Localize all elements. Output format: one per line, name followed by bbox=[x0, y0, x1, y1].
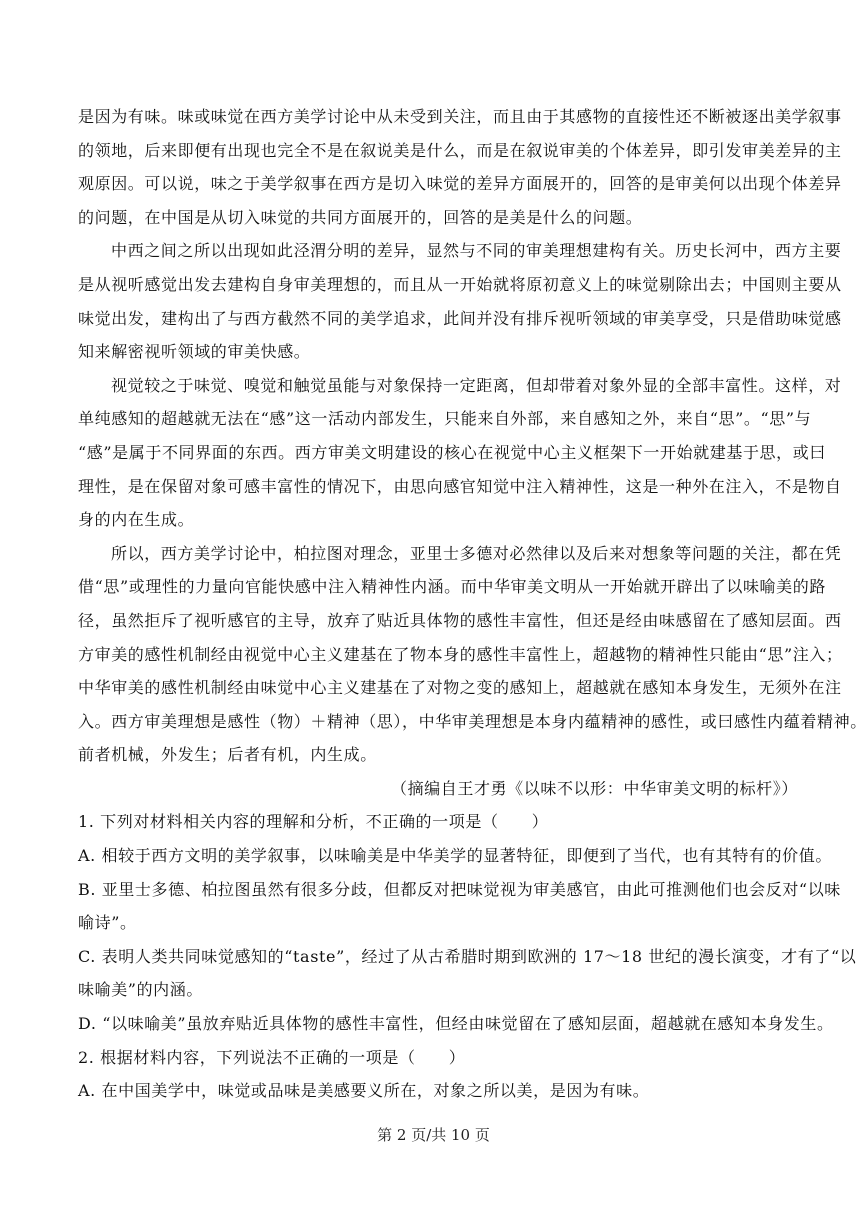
option-1a bbox=[78, 839, 832, 873]
text-line: 味觉出发，建构出了与西方截然不同的美学追求，此间并没有排斥视听领域的审美享受，只是借助味觉感 bbox=[78, 308, 842, 328]
text-line: 中华审美的感性机制经由味觉中心主义建基在了对物之变的感知上，超越就在感知本身发生，无须外在注 bbox=[78, 678, 842, 698]
option-text: 味喻美”的内涵。 bbox=[78, 980, 203, 1000]
text-line: 所以，西方美学讨论中，柏拉图对理念，亚里士多德对必然律以及后来对想象等问题的关注，都在凭 bbox=[111, 543, 842, 563]
text-line: 单纯感知的超越就无法在“感”这一活动内部发生，只能来自外部，来自感知之外，来自“思”。“思”与 bbox=[78, 409, 812, 429]
option-text: A. 在中国美学中，味觉或品味是美感要义所在，对象之所以美，是因为有味。 bbox=[78, 1081, 650, 1101]
text-line: 是从视听感觉出发去建构自身审美理想的，而且从一开始就将原初意义上的味觉剔除出去；中国则主要从 bbox=[78, 274, 842, 294]
paragraph-1 bbox=[78, 100, 842, 234]
text-line: 知来解密视听领域的审美快感。 bbox=[78, 342, 311, 362]
question-stem: 2. 根据材料内容，下列说法不正确的一项是（ ） bbox=[78, 1047, 466, 1067]
text-line: 观原因。可以说，味之于美学叙事在西方是切入味觉的差异方面展开的，回答的是审美何以出现个体差异 bbox=[78, 174, 842, 194]
option-1b bbox=[78, 873, 841, 940]
paragraph-2 bbox=[78, 234, 842, 368]
option-text: A. 相较于西方文明的美学叙事，以味喻美是中华美学的显著特征，即便到了当代，也有其特有的价值。 bbox=[78, 846, 832, 866]
paragraph-3 bbox=[78, 369, 842, 537]
option-text: 喻诗”。 bbox=[78, 913, 137, 933]
text-line: 径，虽然拒斥了视听感官的主导，放弃了贴近具体物的感性丰富性，但还是经由味感留在了感知层面。西 bbox=[78, 610, 842, 630]
option-1d bbox=[78, 1007, 834, 1041]
question-1 bbox=[78, 805, 798, 839]
page-number: 第 2 页/共 10 页 bbox=[377, 1126, 490, 1144]
text-line: “感”是属于不同界面的东西。西方审美文明建设的核心在视觉中心主义框架下一开始就建基于思，或曰 bbox=[78, 442, 826, 462]
text-line: 前者机械，外发生；后者有机，内生成。 bbox=[78, 745, 377, 765]
text-line: 方审美的感性机制经由视觉中心主义建基在了物本身的感性丰富性上，超越物的精神性只能由“思”注入； bbox=[78, 644, 843, 664]
question-2 bbox=[78, 1041, 798, 1075]
text-line: 的领地，后来即便有出现也完全不是在叙说美是什么，而是在叙说审美的个体差异，即引发审美差异的主 bbox=[78, 140, 842, 160]
text-line: 入。西方审美理想是感性（物）＋精神（思），中华审美理想是本身内蕴精神的感性，或曰感性内蕴着精神。 bbox=[78, 711, 867, 731]
paragraph-4 bbox=[78, 537, 867, 772]
text-line: 的问题，在中国是从切入味觉的共同方面展开的，回答的是美是什么的问题。 bbox=[78, 207, 643, 227]
document-body bbox=[78, 100, 867, 1108]
option-2a bbox=[78, 1074, 798, 1108]
option-text: D. “以味喻美”虽放弃贴近具体物的感性丰富性，但经由味觉留在了感知层面，超越就在感知本身发生。 bbox=[78, 1014, 834, 1034]
text-line: 是因为有味。味或味觉在西方美学讨论中从未受到关注，而且由于其感物的直接性还不断被逐出美学叙事 bbox=[78, 107, 842, 126]
option-1c bbox=[78, 940, 857, 1007]
text-line: 身的内在生成。 bbox=[78, 510, 195, 530]
text-line: 视觉较之于味觉、嗅觉和触觉虽能与对象保持一定距离，但却带着对象外显的全部丰富性。这样，对 bbox=[111, 375, 842, 395]
source-citation: （摘编自王才勇《以味不以形：中华审美文明的标杆》） bbox=[390, 778, 798, 798]
text-line: 中西之间之所以出现如此泾渭分明的差异，显然与不同的审美理想建构有关。历史长河中，西方主要 bbox=[111, 241, 842, 261]
option-text: B. 亚里士多德、柏拉图虽然有很多分歧，但都反对把味觉视为审美感官，由此可推测他们也会反对“以味 bbox=[78, 879, 841, 899]
question-stem: 1. 下列对材料相关内容的理解和分析，不正确的一项是（ ） bbox=[78, 812, 549, 832]
option-text: C. 表明人类共同味觉感知的“taste”，经过了从古希腊时期到欧洲的 17～18 世纪的漫长演变，才有了“以 bbox=[78, 946, 857, 966]
text-line: 理性，是在保留对象可感丰富性的情况下，由思向感官知觉中注入精神性，这是一种外在注入，不是物自 bbox=[78, 476, 842, 496]
text-line: 借“思”或理性的力量向官能快感中注入精神性内涵。而中华审美文明从一开始就开辟出了以味喻美的路 bbox=[78, 577, 826, 597]
